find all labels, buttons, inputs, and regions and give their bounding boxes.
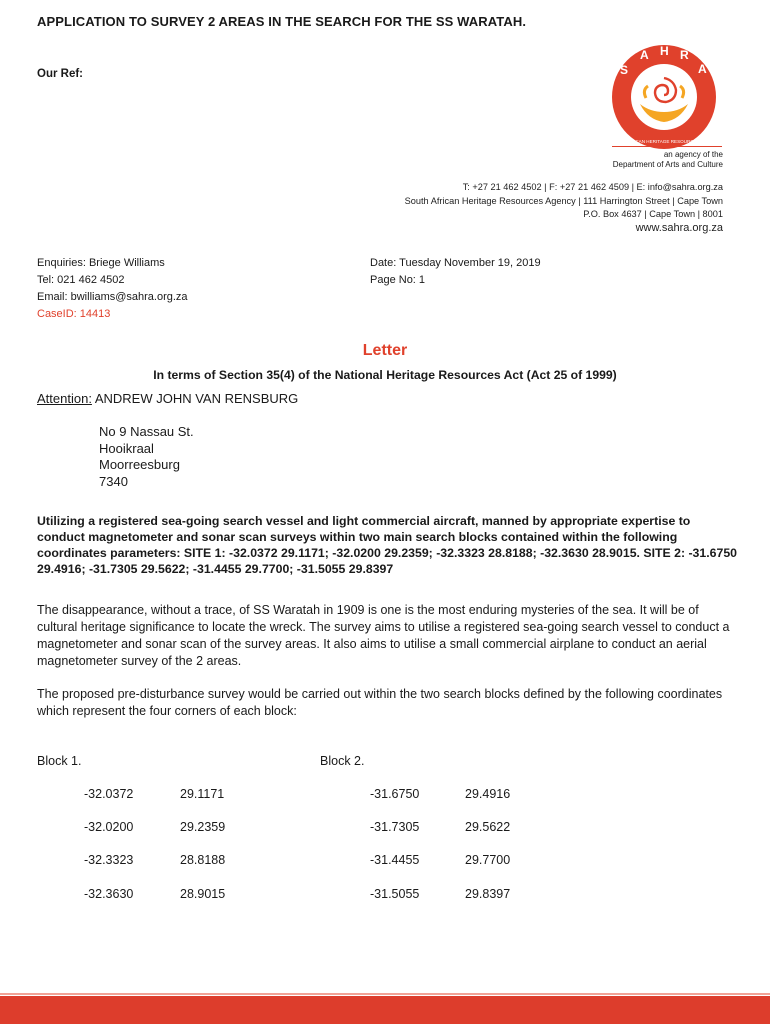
block-2-lat: -31.5055 — [370, 887, 420, 901]
enquiry-details — [37, 255, 188, 323]
logo-letter-a2: A — [698, 62, 707, 76]
block-2-lat: -31.4455 — [370, 853, 420, 867]
contact-address-2: P.O. Box 4637 | Cape Town | 8001 — [583, 209, 723, 219]
block-1-lon: 28.9015 — [180, 887, 226, 901]
block-2-lon: 29.7700 — [465, 853, 511, 867]
letter-heading: Letter — [362, 342, 408, 359]
block-1-lon: 29.2359 — [180, 820, 226, 834]
agency-divider — [612, 146, 722, 147]
block-2-lon: 29.8397 — [465, 887, 511, 901]
footer-accent-line — [0, 993, 770, 995]
document-title: APPLICATION TO SURVEY 2 AREAS IN THE SEARCH FOR THE SS WARATAH. — [37, 14, 527, 29]
subject-paragraph: Utilizing a registered sea-going search vessel and light commercial aircraft, manned by appropriate expertise to conduct magnetometer and sonar scan surveys within two main search blocks contained within the following coordinates parameters: SITE 1: -32.0372 29.1171; -32.0200 29.2359; -32.3323 28.8188; -32.3630 28.9015. SITE 2: -31.6750 29.4916; -31.7305 29.5622; -31.4455 29.7700; -31.5055 29.8397 — [37, 514, 738, 576]
logo-ring-text: SOUTH AFRICAN HERITAGE RESOURCES AGENCY — [607, 139, 721, 144]
agency-line-2: Department of Arts and Culture — [612, 160, 723, 169]
logo-letter-h: H — [660, 44, 669, 58]
agency-line-1: an agency of the — [663, 150, 723, 159]
page-number: Page No: 1 — [370, 274, 426, 286]
act-reference: In terms of Section 35(4) of the National Heritage Resources Act (Act 25 of 1999) — [153, 368, 617, 382]
block-1-lon: 28.8188 — [180, 853, 226, 867]
block-2-lat: -31.6750 — [370, 787, 420, 801]
contact-address-1: South African Heritage Resources Agency | 111 Harrington Street | Cape Town — [404, 195, 723, 206]
address-line: Hooikraal — [99, 440, 154, 456]
contact-phones: T: +27 21 462 4502 | F: +27 21 462 4509 | E: info@sahra.org.za — [462, 182, 723, 192]
address-line: No 9 Nassau St. — [99, 424, 194, 439]
tel-text: Tel: 021 462 4502 — [37, 274, 125, 286]
address-line: 7340 — [99, 473, 128, 489]
contact-block — [405, 181, 723, 235]
logo-letter-s: S — [620, 63, 629, 77]
agency-info — [613, 150, 723, 170]
our-ref-label: Our Ref: — [37, 68, 83, 80]
email-text[interactable]: Email: bwilliams@sahra.org.za — [37, 291, 188, 303]
sahra-logo — [598, 42, 730, 152]
body-paragraph-1: The disappearance, without a trace, of SS Waratah in 1909 is one is the most enduring mysteries of the sea. It will be of cultural heritage significance to locate the wreck. The survey aims to utilise a registered sea-going search vessel to conduct a magnetometer and sonar scan of the survey areas. It also aims to utilise a small commercial airplane to conduct an aerial magnetometer survey of the 2 areas. — [37, 603, 730, 668]
case-id: CaseID: 14413 — [37, 308, 111, 320]
block-1-lat: -32.0200 — [84, 820, 134, 834]
body-paragraph-2: The proposed pre-disturbance survey would be carried out within the two search blocks defined by the following coordinates which represent the four corners of each block: — [37, 687, 723, 718]
block-2-lat: -31.7305 — [370, 820, 420, 834]
block-2-label: Block 2. — [320, 754, 365, 768]
attention-line — [37, 391, 298, 406]
logo-letter-a1: A — [640, 48, 649, 62]
block-1-lat: -32.3630 — [84, 887, 134, 901]
block-1-lon: 29.1171 — [180, 787, 225, 801]
date-text: Date: Tuesday November 19, 2019 — [370, 257, 541, 269]
block-1-label: Block 1. — [37, 754, 82, 768]
attention-name: ANDREW JOHN VAN RENSBURG — [91, 391, 299, 406]
recipient-address — [99, 424, 194, 490]
block-1-lat: -32.0372 — [84, 787, 134, 801]
address-line: Moorreesburg — [99, 457, 180, 472]
date-details — [370, 255, 541, 289]
block-2-lon: 29.5622 — [465, 820, 511, 834]
contact-website[interactable]: www.sahra.org.za — [635, 221, 723, 234]
block-2-lon: 29.4916 — [465, 787, 511, 801]
footer-bar — [0, 996, 770, 1024]
attention-label: Attention: — [37, 391, 92, 406]
logo-letter-r: R — [680, 48, 689, 62]
enquiries-text: Enquiries: Briege Williams — [37, 257, 165, 269]
block-1-lat: -32.3323 — [84, 853, 134, 867]
